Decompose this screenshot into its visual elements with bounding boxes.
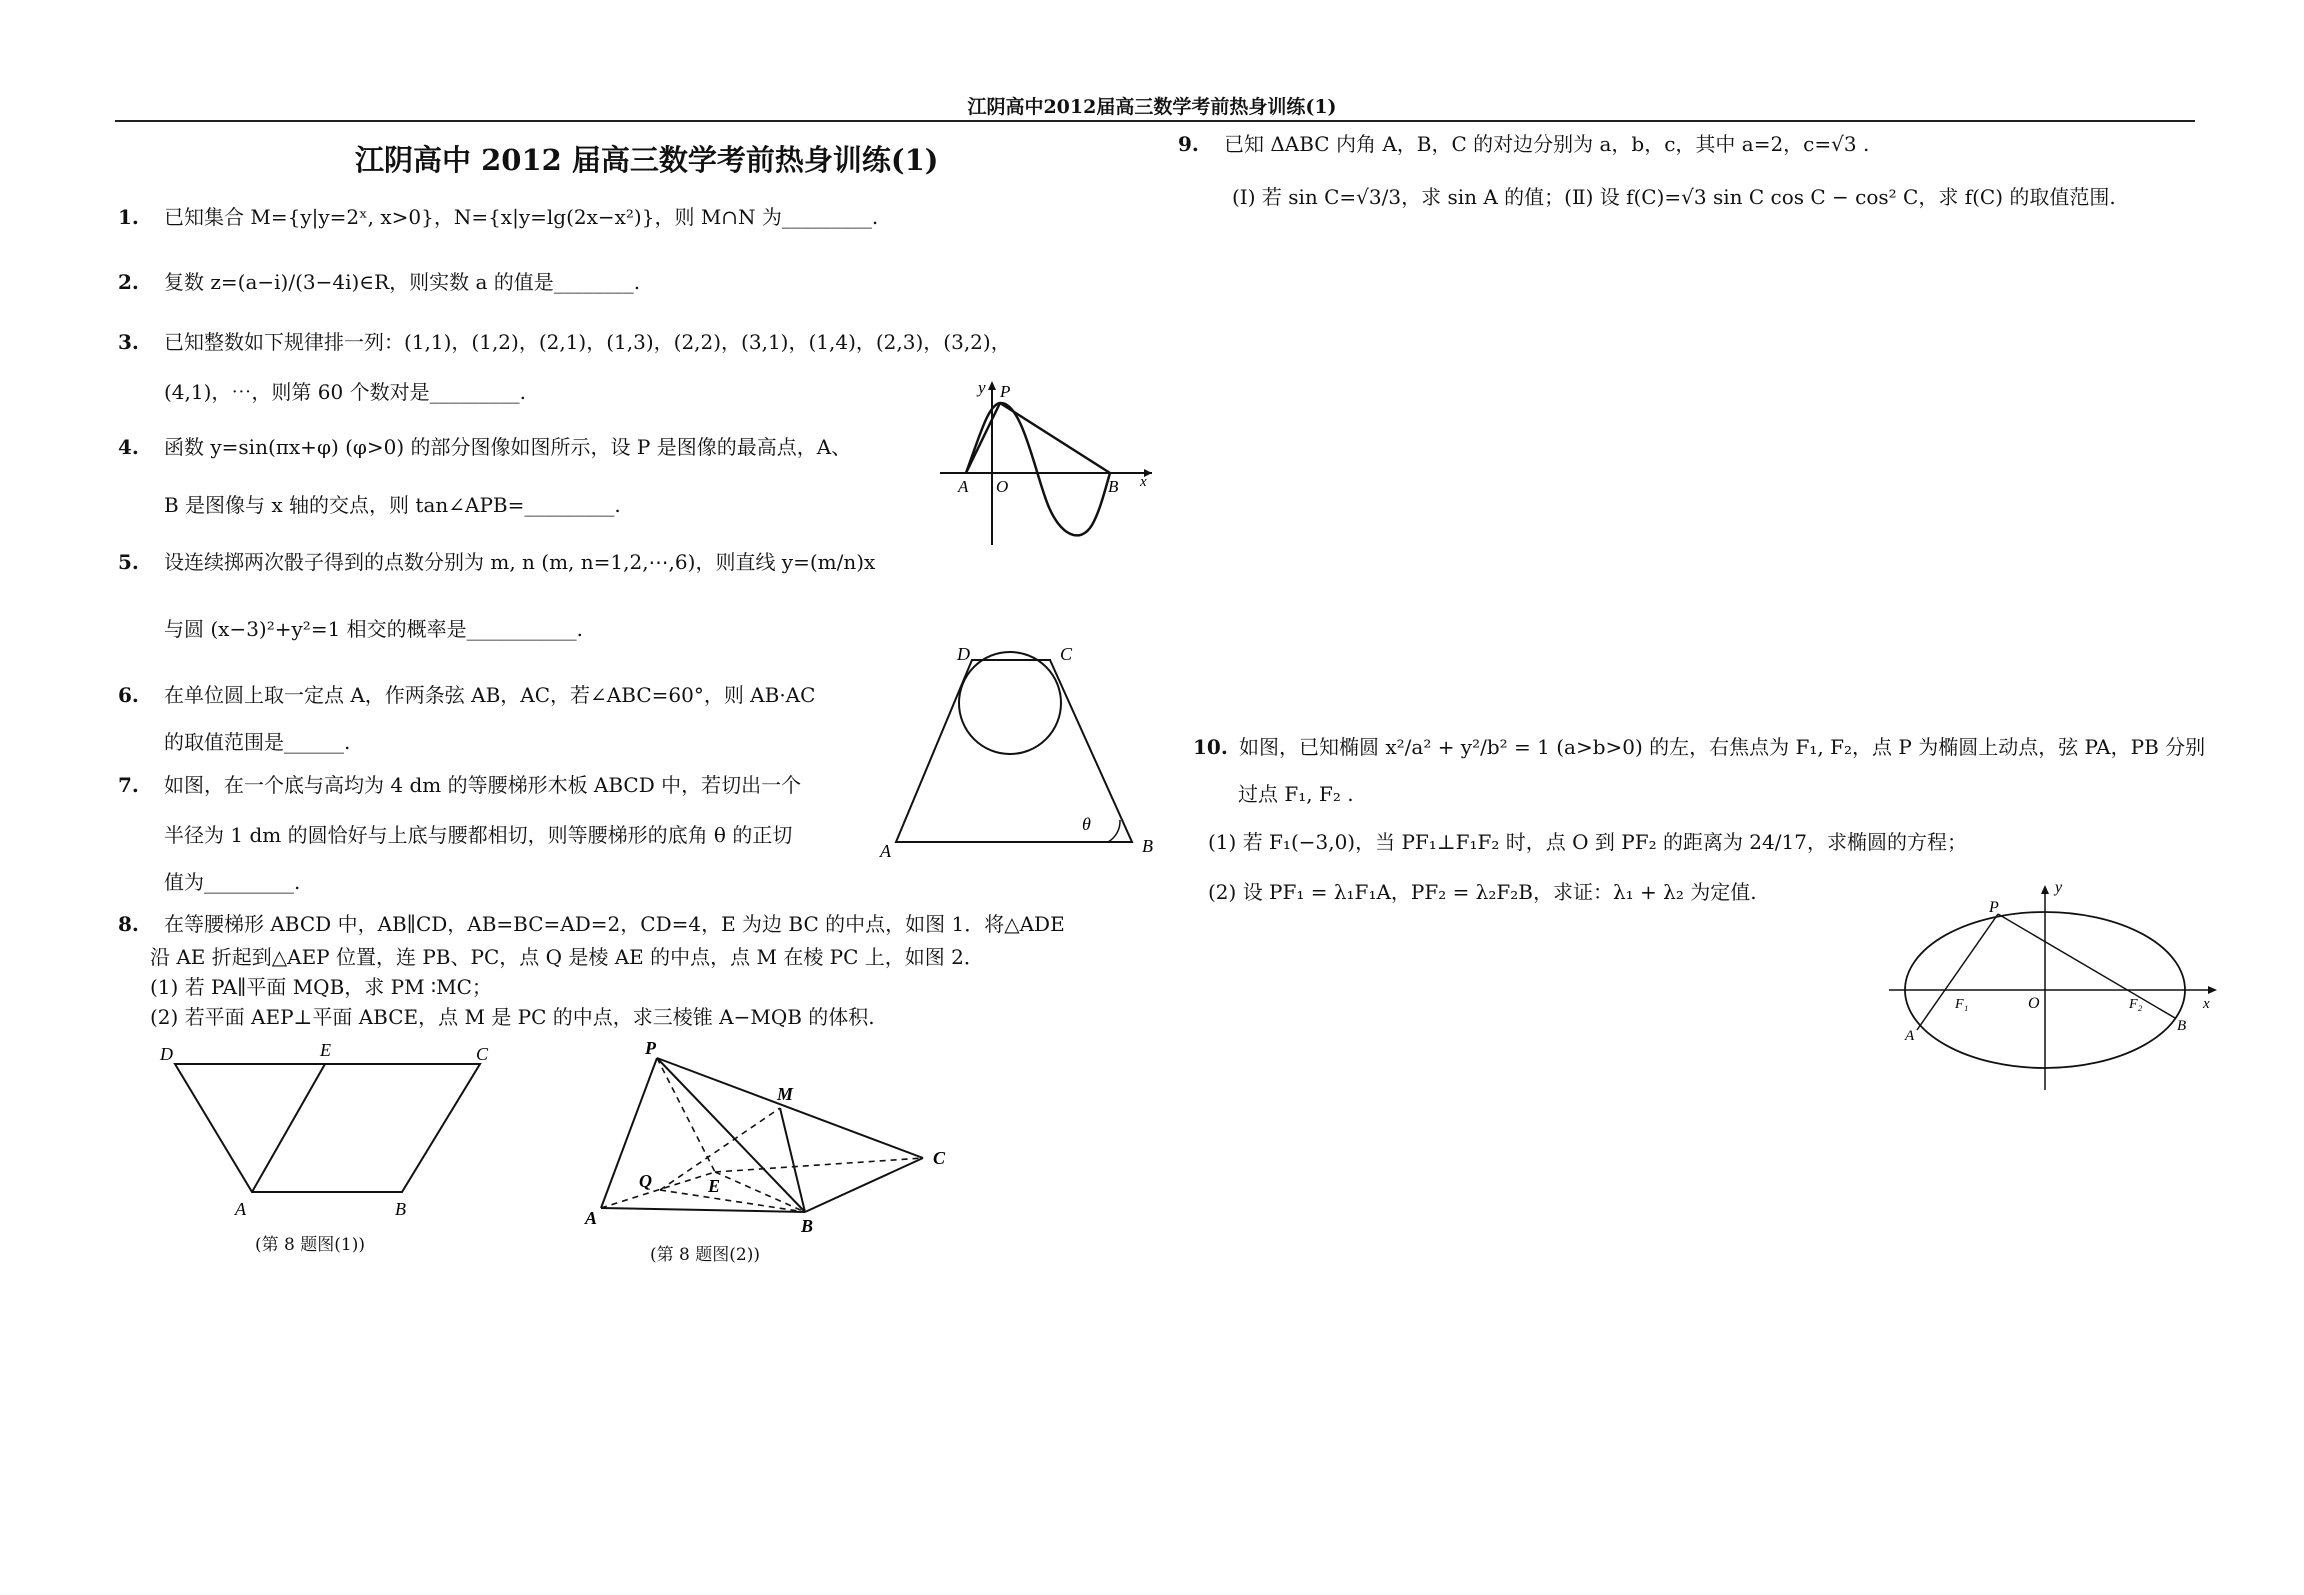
label-y: y	[2055, 880, 2063, 896]
chord-pb	[1998, 914, 2175, 1018]
question-4-line2: B 是图像与 x 轴的交点，则 tan∠APB=_________.	[164, 493, 621, 517]
edge-bm	[780, 1108, 805, 1212]
header-rule	[115, 120, 2195, 122]
edge-ab	[601, 1208, 805, 1212]
inscribed-circle	[959, 652, 1061, 754]
question-8	[118, 912, 1065, 936]
segment-ae	[252, 1064, 325, 1192]
edge-bc	[805, 1158, 923, 1212]
figure-8-2	[565, 1040, 965, 1240]
trapezoid-abcd	[896, 660, 1132, 842]
label-x: x	[1140, 474, 1147, 490]
question-text: 已知整数如下规律排一列：(1,1)，(1,2)，(2,1)，(1,3)，(2,2)，(3,1)，(1,4)，(2,3)，(3,2)，	[164, 330, 1011, 354]
label-p: P	[1000, 382, 1011, 401]
question-9	[1178, 132, 1869, 156]
question-number: 10.	[1193, 735, 1228, 759]
edge-ae	[601, 1172, 715, 1208]
label-o: O	[2028, 995, 2040, 1012]
label-c: C	[476, 1044, 489, 1064]
label-x: x	[2203, 996, 2210, 1012]
question-number: 9.	[1178, 132, 1199, 156]
chord-pa	[1917, 914, 1998, 1030]
question-text: 在单位圆上取一定点 A，作两条弦 AB，AC，若∠ABC=60°，则 AB·AC	[164, 683, 816, 707]
label-e: E	[320, 1040, 331, 1060]
question-2	[118, 270, 640, 294]
question-8-part1: (1) 若 PA∥平面 MQB，求 PM ∶MC；	[150, 975, 492, 999]
question-10-line2: 过点 F₁, F₂ .	[1238, 782, 1354, 806]
question-text: 设连续掷两次骰子得到的点数分别为 m, n (m, n=1,2,⋯,6)，则直线 y=(m/n)x	[164, 550, 876, 574]
figure-8-1-caption: (第 8 题图(1))	[255, 1235, 365, 1255]
question-7-line2: 半径为 1 dm 的圆恰好与上底与腰都相切，则等腰梯形的底角 θ 的正切	[164, 823, 793, 847]
label-c: C	[933, 1148, 946, 1168]
question-7	[118, 773, 801, 797]
figure-8-1	[150, 1040, 510, 1220]
label-q: Q	[639, 1171, 652, 1191]
y-axis-arrow	[2041, 885, 2049, 894]
question-number: 8.	[118, 912, 139, 936]
label-d: D	[160, 1044, 173, 1064]
label-e: E	[708, 1176, 721, 1196]
question-number: 7.	[118, 773, 139, 797]
question-number: 5.	[118, 550, 139, 574]
question-5	[118, 550, 875, 574]
label-theta: θ	[1082, 814, 1091, 834]
label-b: B	[801, 1216, 814, 1236]
label-a: A	[585, 1208, 598, 1228]
question-text: 已知 ΔABC 内角 A，B，C 的对边分别为 a，b，c，其中 a=2，c=√3 .	[1224, 132, 1870, 156]
y-axis-arrow	[988, 381, 996, 390]
question-number: 6.	[118, 683, 139, 707]
question-10-part2: (2) 设 PF₁ = λ₁F₁A，PF₂ = λ₂F₂B，求证：λ₁ + λ₂ 为定值.	[1208, 880, 1757, 904]
edge-ec	[715, 1158, 923, 1172]
figure-8-2-caption: (第 8 题图(2))	[650, 1245, 760, 1265]
label-d: D	[957, 644, 970, 664]
edge-pc	[657, 1058, 923, 1158]
question-9-line2: (Ⅰ) 若 sin C=√3/3，求 sin A 的值；(Ⅱ) 设 f(C)=√3 sin C cos C − cos² C，求 f(C) 的取值范围.	[1232, 185, 2116, 209]
question-number: 4.	[118, 435, 139, 459]
label-c: C	[1060, 644, 1073, 664]
angle-arc	[1108, 820, 1120, 842]
label-b: B	[2177, 1018, 2187, 1034]
label-p: P	[645, 1040, 656, 1058]
label-p: P	[1989, 899, 1999, 916]
question-text: 如图，在一个底与高均为 4 dm 的等腰梯形木板 ABCD 中，若切出一个	[164, 773, 802, 797]
question-1	[118, 205, 878, 229]
label-b: B	[1142, 836, 1153, 856]
label-f1: F₁	[1955, 997, 1969, 1012]
question-10-part1: (1) 若 F₁(−3,0)，当 PF₁⊥F₁F₂ 时，点 O 到 PF₂ 的距离为 24/17，求椭圆的方程；	[1208, 830, 1967, 854]
label-a: A	[1905, 1028, 1915, 1044]
question-7-line3: 值为_________.	[164, 870, 301, 894]
edge-eb	[715, 1172, 805, 1212]
segment-pa	[966, 403, 1000, 473]
question-6-line2: 的取值范围是______.	[164, 730, 351, 754]
question-5-line2: 与圆 (x−3)²+y²=1 相交的概率是___________.	[164, 617, 584, 641]
label-f2: F₂	[2129, 997, 2143, 1012]
label-a: A	[235, 1199, 246, 1219]
segment-pb	[1000, 403, 1110, 473]
trapezoid-abcd	[175, 1064, 480, 1192]
label-b: B	[1108, 477, 1119, 496]
question-number: 2.	[118, 270, 139, 294]
label-m: M	[777, 1084, 794, 1104]
trapezoid-circle-figure	[870, 640, 1170, 860]
page-header: 江阴高中2012届高三数学考前热身训练(1)	[967, 96, 1337, 118]
sine-curve	[966, 403, 1110, 535]
question-3-line2: (4,1)，⋯，则第 60 个数对是_________.	[164, 380, 526, 404]
question-text: 在等腰梯形 ABCD 中，AB∥CD，AB=BC=AD=2，CD=4，E 为边 BC 的中点，如图 1．将△ADE	[164, 912, 1065, 936]
question-text: 函数 y=sin(πx+φ) (φ>0) 的部分图像如图所示，设 P 是图像的最高点，A、	[164, 435, 852, 459]
question-4	[118, 435, 851, 459]
label-a: A	[880, 841, 891, 860]
x-axis-arrow	[2208, 986, 2217, 994]
page-title: 江阴高中 2012 届高三数学考前热身训练(1)	[355, 143, 939, 177]
edge-pb	[657, 1058, 805, 1212]
label-b: B	[395, 1199, 406, 1219]
question-text: 复数 z=(a−i)/(3−4i)∈R，则实数 a 的值是________.	[164, 270, 641, 294]
edge-pe	[657, 1058, 715, 1172]
question-text: 已知集合 M={y|y=2ˣ, x>0}，N={x|y=lg(2x−x²)}，则 M∩N 为_________.	[164, 205, 879, 229]
label-o: O	[996, 477, 1009, 496]
label-y: y	[978, 378, 986, 397]
question-text: 如图，已知椭圆 x²/a² + y²/b² = 1 (a>b>0) 的左，右焦点为 F₁, F₂，点 P 为椭圆上动点，弦 PA，PB 分别	[1239, 735, 2206, 759]
question-8-line2: 沿 AE 折起到△AEP 位置，连 PB、PC，点 Q 是棱 AE 的中点，点 M 在棱 PC 上，如图 2．	[150, 945, 984, 969]
question-10	[1193, 735, 2205, 759]
question-number: 1.	[118, 205, 139, 229]
ellipse-figure	[1885, 880, 2225, 1095]
question-3	[118, 330, 1011, 354]
sine-graph-figure	[930, 375, 1160, 555]
label-a: A	[958, 477, 969, 496]
question-number: 3.	[118, 330, 139, 354]
question-6	[118, 683, 815, 707]
question-8-part2: (2) 若平面 AEP⊥平面 ABCE，点 M 是 PC 的中点，求三棱锥 A−MQB 的体积.	[150, 1005, 875, 1029]
